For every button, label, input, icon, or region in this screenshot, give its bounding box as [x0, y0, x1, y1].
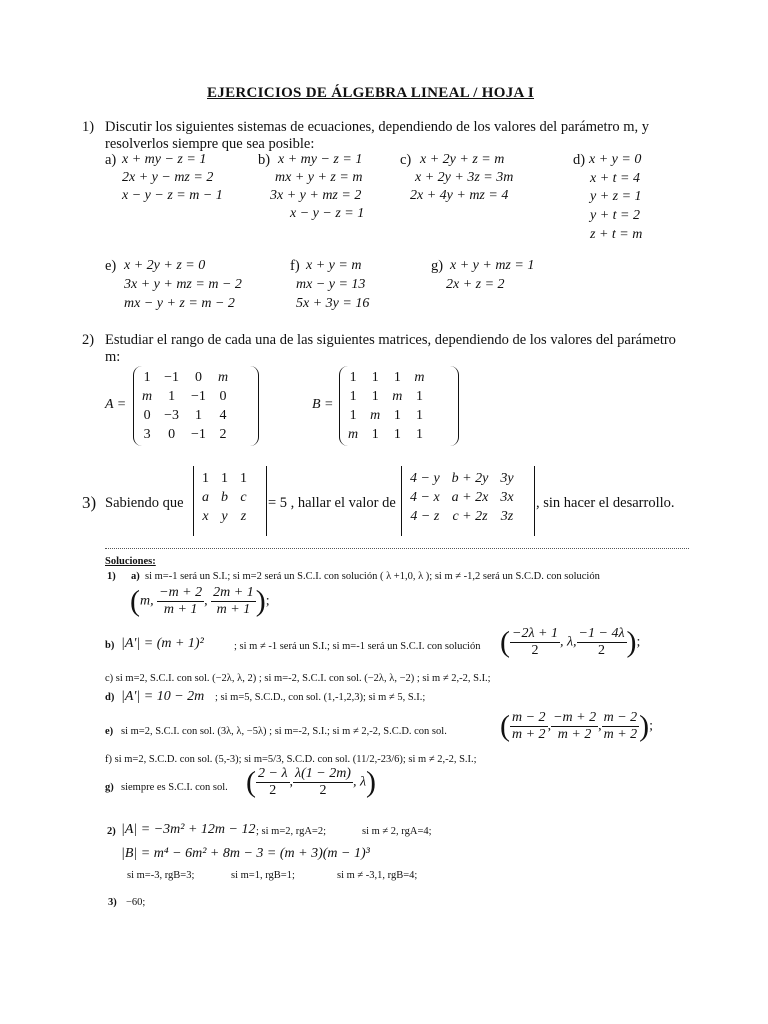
fraction-numerator: 2 − λ	[258, 766, 288, 781]
system-c-label: c)	[400, 152, 412, 168]
det2-cell: 4 − x	[410, 489, 440, 505]
det1-cell: 1	[202, 470, 209, 486]
fraction-numerator: −2λ + 1	[512, 626, 558, 641]
solution-1e-vector: ( $\frac{m - 2}{m + 2}$ , $\frac{-m + 2}{m + 2}$ , $\frac{m - 2}{m + 2}$ );	[500, 709, 654, 743]
solution-1f: f) si m=2, S.C.D. con sol. (5,-3); si m=5/3, S.C.D. con sol. (11/2,-23/6); si m ≠ 2,-2, S.I.;	[105, 754, 477, 765]
matrix-b-cell: 1	[415, 426, 423, 442]
det2-cell: 4 − y	[410, 470, 440, 486]
matrix-b-cell: m	[370, 407, 381, 423]
matrix-a-cell: 1	[143, 369, 151, 385]
matrix-b-cell: 1	[349, 407, 357, 423]
det1-cell: y	[221, 508, 228, 524]
matrix-a-cell: −3	[164, 407, 180, 423]
solution-1-number: 1)	[107, 571, 116, 582]
matrix-a-cell: 3	[143, 426, 151, 442]
system-b-eq1: x + my − z = 1	[278, 152, 363, 167]
solution-1a-m: m,	[140, 593, 154, 609]
fraction-denominator: 2	[531, 643, 539, 658]
system-d-label: d)	[573, 152, 586, 168]
solution-2-b2: si m=1, rgB=1;	[231, 870, 295, 881]
fraction-numerator: −1 − 4λ	[578, 626, 625, 641]
solution-1a-vector: (m, $\frac{-m + 2}{m + 1}$ , $\frac{2m + 1}{m + 1}$ );	[130, 584, 270, 618]
system-b-eq3: 3x + y + mz = 2	[270, 188, 362, 203]
fraction-numerator: m − 2	[603, 710, 638, 725]
fraction-numerator: 2m + 1	[213, 585, 254, 600]
exercise-1-statement-cont: resolverlos siempre que sea posible:	[105, 136, 315, 152]
system-c-eq2: x + 2y + 3z = 3m	[415, 170, 514, 185]
system-f-eq3: 5x + 3y = 16	[296, 296, 370, 311]
matrix-b-cell: 1	[415, 388, 423, 404]
system-d-eq5: z + t = m	[590, 227, 643, 242]
matrix-b-cell: m	[392, 388, 403, 404]
exercise-3-intro: Sabiendo que	[105, 495, 184, 511]
solution-1c: c) si m=2, S.C.I. con sol. (−2λ, λ, 2) ; si m=-2, S.C.I. con sol. (−2λ, λ, −2) ; si m ≠ 2,-2, S.I.;	[105, 673, 491, 684]
exercise-3-mid: = 5 , hallar el valor de	[268, 495, 396, 511]
solution-2-determinant-b: |B| = m⁴ − 6m² + 8m − 3 = (m + 3)(m − 1)³	[121, 846, 370, 861]
matrix-a-cell: 1	[194, 407, 202, 423]
solution-1b-text: ; si m ≠ -1 será un S.I.; si m=-1 será un S.C.I. con solución	[234, 641, 481, 652]
fraction-numerator: −m + 2	[553, 710, 597, 725]
matrix-a-cell: 1	[168, 388, 176, 404]
determinant-2	[401, 466, 535, 536]
matrix-b-cell: 1	[415, 407, 423, 423]
system-e-label: e)	[105, 258, 117, 274]
solution-1b-mid: , λ,	[559, 634, 577, 650]
fraction-denominator: m + 2	[512, 727, 546, 742]
system-g-label: g)	[431, 258, 444, 274]
matrix-b-cell: m	[348, 426, 359, 442]
solution-1d-determinant: |A'| = 10 − 2m	[121, 689, 205, 704]
matrix-b-cell: 1	[371, 426, 379, 442]
matrix-b-cell: 1	[349, 388, 357, 404]
det2-cell: b + 2y	[451, 470, 489, 486]
system-d-eq2: x + t = 4	[590, 171, 640, 186]
solution-1a-text: si m=-1 será un S.I.; si m=2 será un S.C.I. con solución ( λ +1,0, λ ); si m ≠ -1,2 será un S.C.D. con solución	[145, 571, 600, 582]
solution-1g-vector: ( $\frac{2 - \lambda}{2}$ , $\frac{\lambda(1 - 2m)}{2}$ , λ)	[246, 765, 377, 799]
exercise-3-number: 3)	[82, 493, 97, 512]
det1-cell: z	[240, 508, 247, 524]
solution-1b-label: b)	[105, 640, 115, 651]
solution-1g-text: siempre es S.C.I. con sol.	[121, 782, 228, 793]
dotted-divider	[105, 548, 689, 549]
matrix-a-cell: −1	[191, 426, 206, 442]
det1-cell: a	[202, 489, 209, 505]
fraction-denominator: m + 1	[216, 602, 251, 617]
matrix-a-cell: m	[217, 369, 229, 385]
matrix-b-cell: 1	[349, 369, 357, 385]
fraction-numerator: λ(1 − 2m)	[295, 766, 351, 781]
system-d-eq1: x + y = 0	[589, 152, 642, 167]
matrix-a-cell: −1	[164, 369, 180, 385]
solution-2-determinant-a: |A| = −3m² + 12m − 12	[121, 822, 256, 837]
determinant-1	[193, 466, 267, 536]
solution-1g-label: g)	[105, 782, 114, 793]
fraction-denominator: 2	[598, 643, 606, 658]
det2-cell: 3x	[500, 489, 514, 505]
system-g-eq1: x + y + mz = 1	[450, 258, 535, 273]
matrix-a-cell: 2	[219, 426, 227, 442]
solution-1a-end: ;	[265, 593, 270, 609]
solution-1b-determinant: |A'| = (m + 1)²	[121, 636, 204, 651]
matrix-b-cell: 1	[393, 426, 401, 442]
system-e-eq2: 3x + y + mz = m − 2	[124, 277, 242, 292]
matrix-b-cell: 1	[393, 369, 401, 385]
system-a-eq1: x + my − z = 1	[122, 152, 207, 167]
solution-1e-text: si m=2, S.C.I. con sol. (3λ, λ, −5λ) ; si m=-2, S.I.; si m ≠ 2,-2, S.C.D. con sol.	[121, 726, 447, 737]
system-a-label: a)	[105, 152, 117, 168]
fraction-denominator: m + 2	[557, 727, 592, 742]
fraction-denominator: m + 1	[163, 602, 198, 617]
solution-1g-end: , λ	[352, 774, 367, 790]
solution-2-b1: si m=-3, rgB=3;	[127, 870, 195, 881]
system-c-eq1: x + 2y + z = m	[420, 152, 505, 167]
det2-cell: 3z	[500, 508, 514, 524]
solution-1d-label: d)	[105, 692, 115, 703]
solution-3-number: 3)	[108, 897, 117, 908]
system-a-eq3: x − y − z = m − 1	[122, 188, 223, 203]
matrix-b-label: B =	[312, 397, 334, 412]
system-e-eq1: x + 2y + z = 0	[124, 258, 206, 273]
matrix-a-cell: 0	[143, 407, 151, 423]
solutions-heading: Soluciones:	[105, 556, 156, 567]
exercise-2-number: 2)	[82, 332, 95, 348]
exercise-2-statement-cont: m:	[105, 349, 121, 365]
system-f-eq2: mx − y = 13	[296, 277, 366, 292]
matrix-b	[339, 366, 459, 446]
det2-cell: a + 2x	[451, 489, 489, 505]
system-f-label: f)	[290, 258, 300, 274]
matrix-a-label: A =	[105, 397, 127, 412]
fraction-numerator: m − 2	[512, 710, 546, 725]
solution-1b-vector: ( $\frac{-2\lambda + 1}{2}$ , λ, $\frac{-1 - 4\lambda}{2}$ );	[500, 625, 641, 659]
det2-cell: c + 2z	[452, 508, 488, 524]
det1-cell: x	[202, 508, 209, 524]
matrix-a-cell: 4	[219, 407, 227, 423]
matrix-a	[133, 366, 259, 446]
system-d-eq3: y + z = 1	[590, 189, 642, 204]
system-a-eq2: 2x + y − mz = 2	[122, 170, 214, 185]
matrix-a-cell: −1	[191, 388, 206, 404]
matrix-b-cell: 1	[393, 407, 401, 423]
matrix-a-cell: m	[142, 388, 153, 404]
solution-1d-text: ; si m=5, S.C.D., con sol. (1,-1,2,3); si m ≠ 5, S.I.;	[215, 692, 426, 703]
fraction-numerator: −m + 2	[159, 585, 203, 600]
det1-cell: b	[221, 489, 228, 505]
matrix-b-cell: 1	[371, 369, 379, 385]
page-title: EJERCICIOS DE ÁLGEBRA LINEAL / HOJA I	[207, 85, 535, 101]
matrix-a-cell: 0	[168, 426, 176, 442]
exercise-1-statement: Discutir los siguientes sistemas de ecuaciones, dependiendo de los valores del parámetro m, y	[105, 119, 650, 135]
exercise-3-end: , sin hacer el desarrollo.	[536, 495, 675, 511]
solution-2-a2: si m ≠ 2, rgA=4;	[362, 826, 432, 837]
system-f-eq1: x + y = m	[306, 258, 362, 273]
system-c-eq3: 2x + 4y + mz = 4	[410, 188, 509, 203]
system-e-eq3: mx − y + z = m − 2	[124, 296, 235, 311]
fraction-denominator: 2	[319, 783, 327, 798]
fraction-denominator: 2	[269, 783, 277, 798]
exercise-1-number: 1)	[82, 119, 95, 135]
system-d-eq4: y + t = 2	[590, 208, 640, 223]
system-g-eq2: 2x + z = 2	[446, 277, 505, 292]
solution-3: −60;	[126, 897, 146, 908]
det1-cell: 1	[240, 470, 247, 486]
fraction-denominator: m + 2	[603, 727, 638, 742]
solution-2-b3: si m ≠ -3,1, rgB=4;	[337, 870, 418, 881]
matrix-a-cell: 0	[219, 388, 227, 404]
det1-cell: 1	[221, 470, 228, 486]
system-b-eq2: mx + y + z = m	[275, 170, 363, 185]
det1-cell: c	[240, 489, 247, 505]
matrix-b-cell: 1	[371, 388, 379, 404]
matrix-b-cell: m	[414, 369, 425, 385]
solution-2-number: 2)	[107, 826, 116, 837]
exercise-2-statement: Estudiar el rango de cada una de las siguientes matrices, dependiendo de los valores del parámetro	[105, 332, 676, 348]
solution-2-a1: ; si m=2, rgA=2;	[256, 826, 326, 837]
system-b-label: b)	[258, 152, 271, 168]
solution-1e-label: e)	[105, 726, 114, 737]
solution-1a-label: a)	[131, 571, 140, 582]
system-b-eq4: x − y − z = 1	[290, 206, 365, 221]
det2-cell: 3y	[500, 470, 514, 486]
matrix-a-cell: 0	[194, 369, 202, 385]
det2-cell: 4 − z	[410, 508, 440, 524]
